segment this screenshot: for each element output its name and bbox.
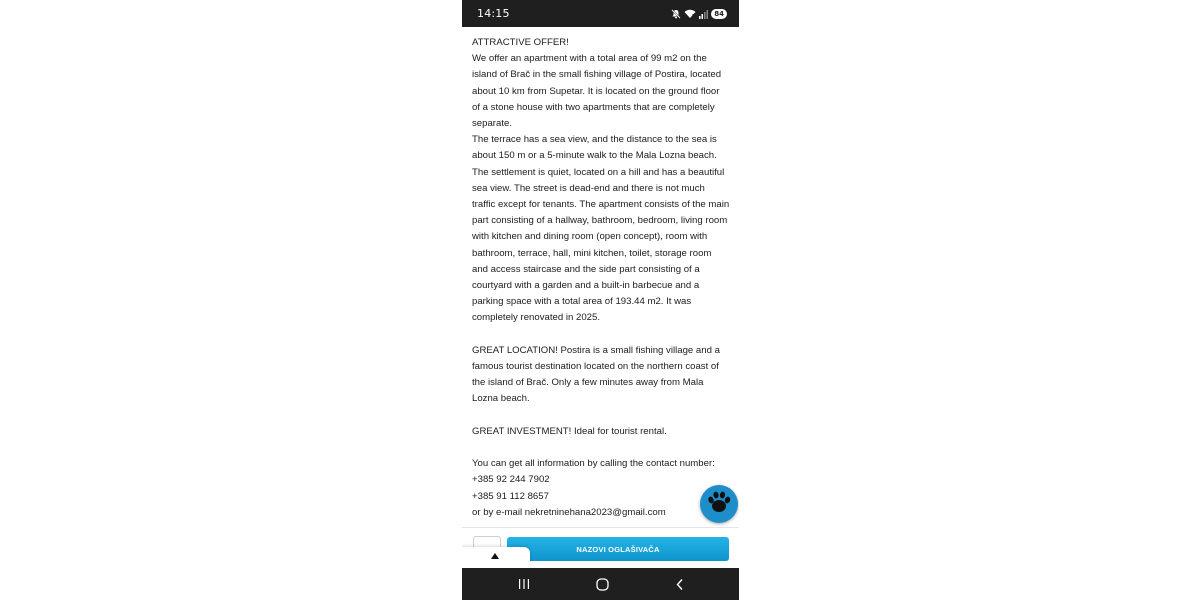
spacer — [472, 327, 730, 343]
description-paragraph: ATTRACTIVE OFFER! We offer an apartment with a total area of 99 m2 on the island of Brač in the small fishing village of Postira, located about 10 km from Supetar. It is located on the ground floor of a stone house with two apartments that are completely separate. The terrace has a sea view, and the distance to the sea is about 150 m or a 5-minute walk to the Mala Lozna beach. The settlement is quiet, located on a hill and has a beautiful sea view. The street is dead-end and there is not much traffic except for tenants. The apartment consists of the main part consisting of a hallway, bathroom, bedroom, living room with kitchen and dining room (open concept), room with bathroom, terrace, hall, mini kitchen, toilet, storage room and access staircase and the side part consisting of a courtyard with a garden and a built-in barbecue and a parking space with a total area of 193.44 m2. It was completely renovated in 2025. — [472, 37, 730, 324]
contact-phone-1[interactable]: +385 92 244 7902 — [472, 474, 550, 486]
recent-apps-button[interactable] — [514, 576, 534, 592]
status-bar — [462, 0, 739, 27]
status-icons — [671, 7, 727, 21]
paw-icon — [706, 490, 732, 519]
signal-icon — [699, 9, 708, 19]
phone-screen — [462, 0, 739, 600]
contact-phone-2[interactable]: +385 91 112 8657 — [472, 490, 549, 502]
location-paragraph: GREAT LOCATION! Postira is a small fishing village and a famous tourist destination located on the northern coast of the island of Brač. Only a few minutes away from Mala Lozna beach. — [472, 344, 720, 405]
spacer — [472, 440, 730, 456]
expand-tab[interactable] — [462, 547, 530, 568]
contact-intro: You can get all information by calling the contact number: — [472, 458, 715, 470]
back-button[interactable] — [670, 576, 690, 592]
wifi-icon — [684, 9, 696, 19]
call-advertiser-button[interactable]: NAZOVI OGLAŠIVAČA — [507, 537, 729, 561]
status-time: 14:15 — [477, 7, 510, 20]
mute-icon — [671, 9, 681, 19]
paw-chat-button[interactable] — [700, 485, 738, 523]
system-nav-bar — [462, 568, 739, 600]
investment-paragraph: GREAT INVESTMENT! Ideal for tourist rental. — [472, 425, 667, 437]
listing-description — [472, 35, 730, 521]
caret-up-icon — [491, 553, 499, 559]
contact-email[interactable]: or by e-mail nekretninehana2023@gmail.com — [472, 506, 666, 518]
battery-icon: 84 — [711, 9, 727, 19]
recent-apps-icon — [518, 578, 530, 590]
spacer — [472, 408, 730, 424]
home-icon — [596, 578, 609, 591]
home-button[interactable] — [592, 576, 612, 592]
back-icon — [675, 578, 685, 591]
